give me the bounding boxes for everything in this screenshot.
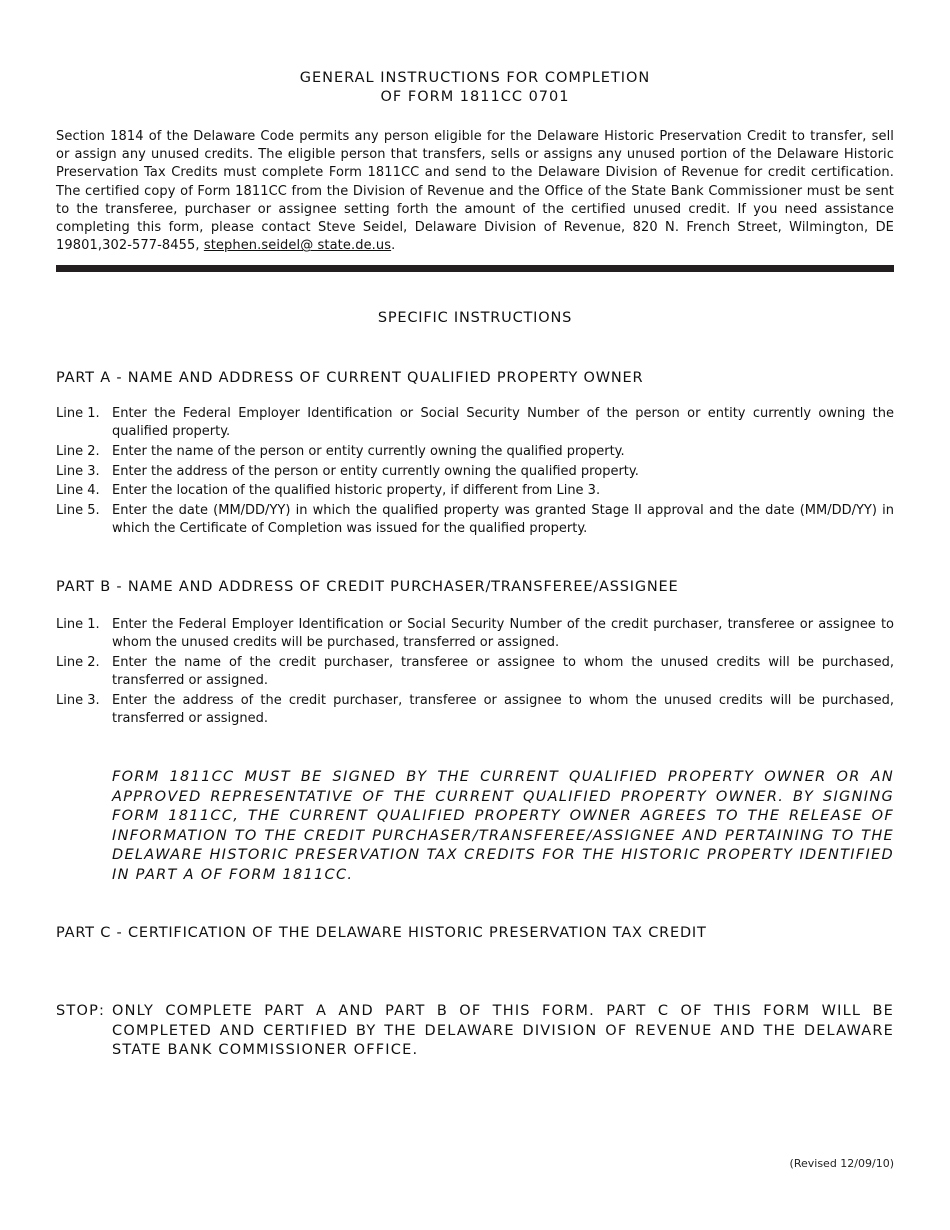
line-text: Enter the name of the person or entity currently owning the qualified property. bbox=[112, 443, 625, 459]
stop-label: STOP: bbox=[56, 1003, 106, 1019]
title-line-2: OF FORM 1811CC 0701 bbox=[380, 89, 570, 105]
line-label: Line 2. bbox=[56, 443, 100, 459]
line-label: Line 3. bbox=[56, 463, 100, 479]
document-title bbox=[56, 69, 894, 107]
line-label: Line 5. bbox=[56, 503, 100, 519]
intro-paragraph bbox=[56, 128, 894, 255]
line-text: Enter the address of the credit purchaser, transferee or assignee to whom the unused credits will be purchased, transferred or assigned. bbox=[112, 692, 894, 727]
part-c-heading: PART C - CERTIFICATION OF THE DELAWARE HISTORIC PRESERVATION TAX CREDIT bbox=[56, 925, 707, 941]
line-label: Line 1. bbox=[56, 617, 100, 632]
line-text: Enter the Federal Employer Identification or Social Security Number of the person or entity currently owning the qualified property. bbox=[112, 406, 894, 440]
line-label: Line 1. bbox=[56, 406, 100, 421]
line-label: Line 2. bbox=[56, 654, 100, 670]
intro-end: . bbox=[391, 238, 396, 254]
part-b-heading: PART B - NAME AND ADDRESS OF CREDIT PURCHASER/TRANSFEREE/ASSIGNEE bbox=[56, 579, 679, 595]
line-label: Line 3. bbox=[56, 692, 100, 708]
revision-date: (Revised 12/09/10) bbox=[789, 1157, 894, 1170]
part-a-line-3 bbox=[56, 463, 894, 481]
part-b-line-1 bbox=[56, 616, 894, 652]
part-a-line-1 bbox=[56, 405, 894, 441]
part-a-lines bbox=[56, 405, 894, 540]
line-text: Enter the date (MM/DD/YY) in which the qualified property was granted Stage II approval and the date (MM/DD/YY) in which the Certificate of Completion was issued for the qualified property. bbox=[112, 503, 894, 537]
stop-notice bbox=[56, 1002, 894, 1061]
line-text: Enter the name of the credit purchaser, transferee or assignee to whom the unused credits will be purchased, transferred or assigned. bbox=[112, 654, 894, 689]
part-b-line-2 bbox=[56, 654, 894, 690]
part-a-line-5 bbox=[56, 502, 894, 538]
part-b-line-3 bbox=[56, 692, 894, 728]
stop-text: ONLY COMPLETE PART A AND PART B OF THIS FORM. PART C OF THIS FORM WILL BE COMPLETED AND CERTIFIED BY THE DELAWARE DIVISION OF REVENUE AND THE DELAWARE STATE BANK COMMISSIONER OFFICE. bbox=[112, 1003, 894, 1059]
line-text: Enter the location of the qualified historic property, if different from Line 3. bbox=[112, 483, 601, 499]
contact-email-link[interactable]: stephen.seidel@ state.de.us bbox=[203, 238, 392, 254]
signature-notice: FORM 1811CC MUST BE SIGNED BY THE CURRENT QUALIFIED PROPERTY OWNER OR AN APPROVED REPRESENTATIVE OF THE CURRENT QUALIFIED PROPERTY OWNER. BY SIGNING FORM 1811CC, THE CURRENT QUALIFIED PROPERTY OWNER AGREES TO THE RELEASE OF INFORMATION TO THE CREDIT PURCHASER/TRANSFEREE/ASSIGNEE AND PERTAINING TO THE DELAWARE HISTORIC PRESERVATION TAX CREDITS FOR THE HISTORIC PROPERTY IDENTIFIED IN PART A OF FORM 1811CC. bbox=[112, 769, 894, 883]
section-divider bbox=[56, 265, 894, 272]
line-text: Enter the Federal Employer Identification or Social Security Number of the credit purchaser, transferee or assignee to whom the unused credits will be purchased, transferred or assigned. bbox=[112, 617, 894, 651]
intro-text: Section 1814 of the Delaware Code permits any person eligible for the Delaware Historic Preservation Credit to transfer, sell or assign any unused credits. The eligible person that transfers, sells or assigns any unused portion of the Delaware Historic Preservation Tax Credits must complete Form 1811CC and send to the Delaware Division of Revenue for credit certification. The certified copy of Form 1811CC from the Division of Revenue and the Office of the State Bank Commissioner must be sent to the transferee, purchaser or assignee setting forth the amount of the certified unused credit. If you need assistance completing this form, please contact Steve Seidel, Delaware Division of Revenue, 820 N. French Street, Wilmington, DE 19801,302-577-8455, bbox=[56, 129, 894, 254]
part-b-lines bbox=[56, 616, 894, 730]
part-a-heading: PART A - NAME AND ADDRESS OF CURRENT QUALIFIED PROPERTY OWNER bbox=[56, 370, 644, 386]
line-text: Enter the address of the person or entity currently owning the qualified property. bbox=[112, 463, 639, 479]
part-a-line-4 bbox=[56, 482, 894, 500]
part-a-line-2 bbox=[56, 443, 894, 461]
title-line-1: GENERAL INSTRUCTIONS FOR COMPLETION bbox=[299, 70, 651, 86]
line-label: Line 4. bbox=[56, 483, 100, 499]
specific-instructions-heading: SPECIFIC INSTRUCTIONS bbox=[377, 310, 573, 326]
